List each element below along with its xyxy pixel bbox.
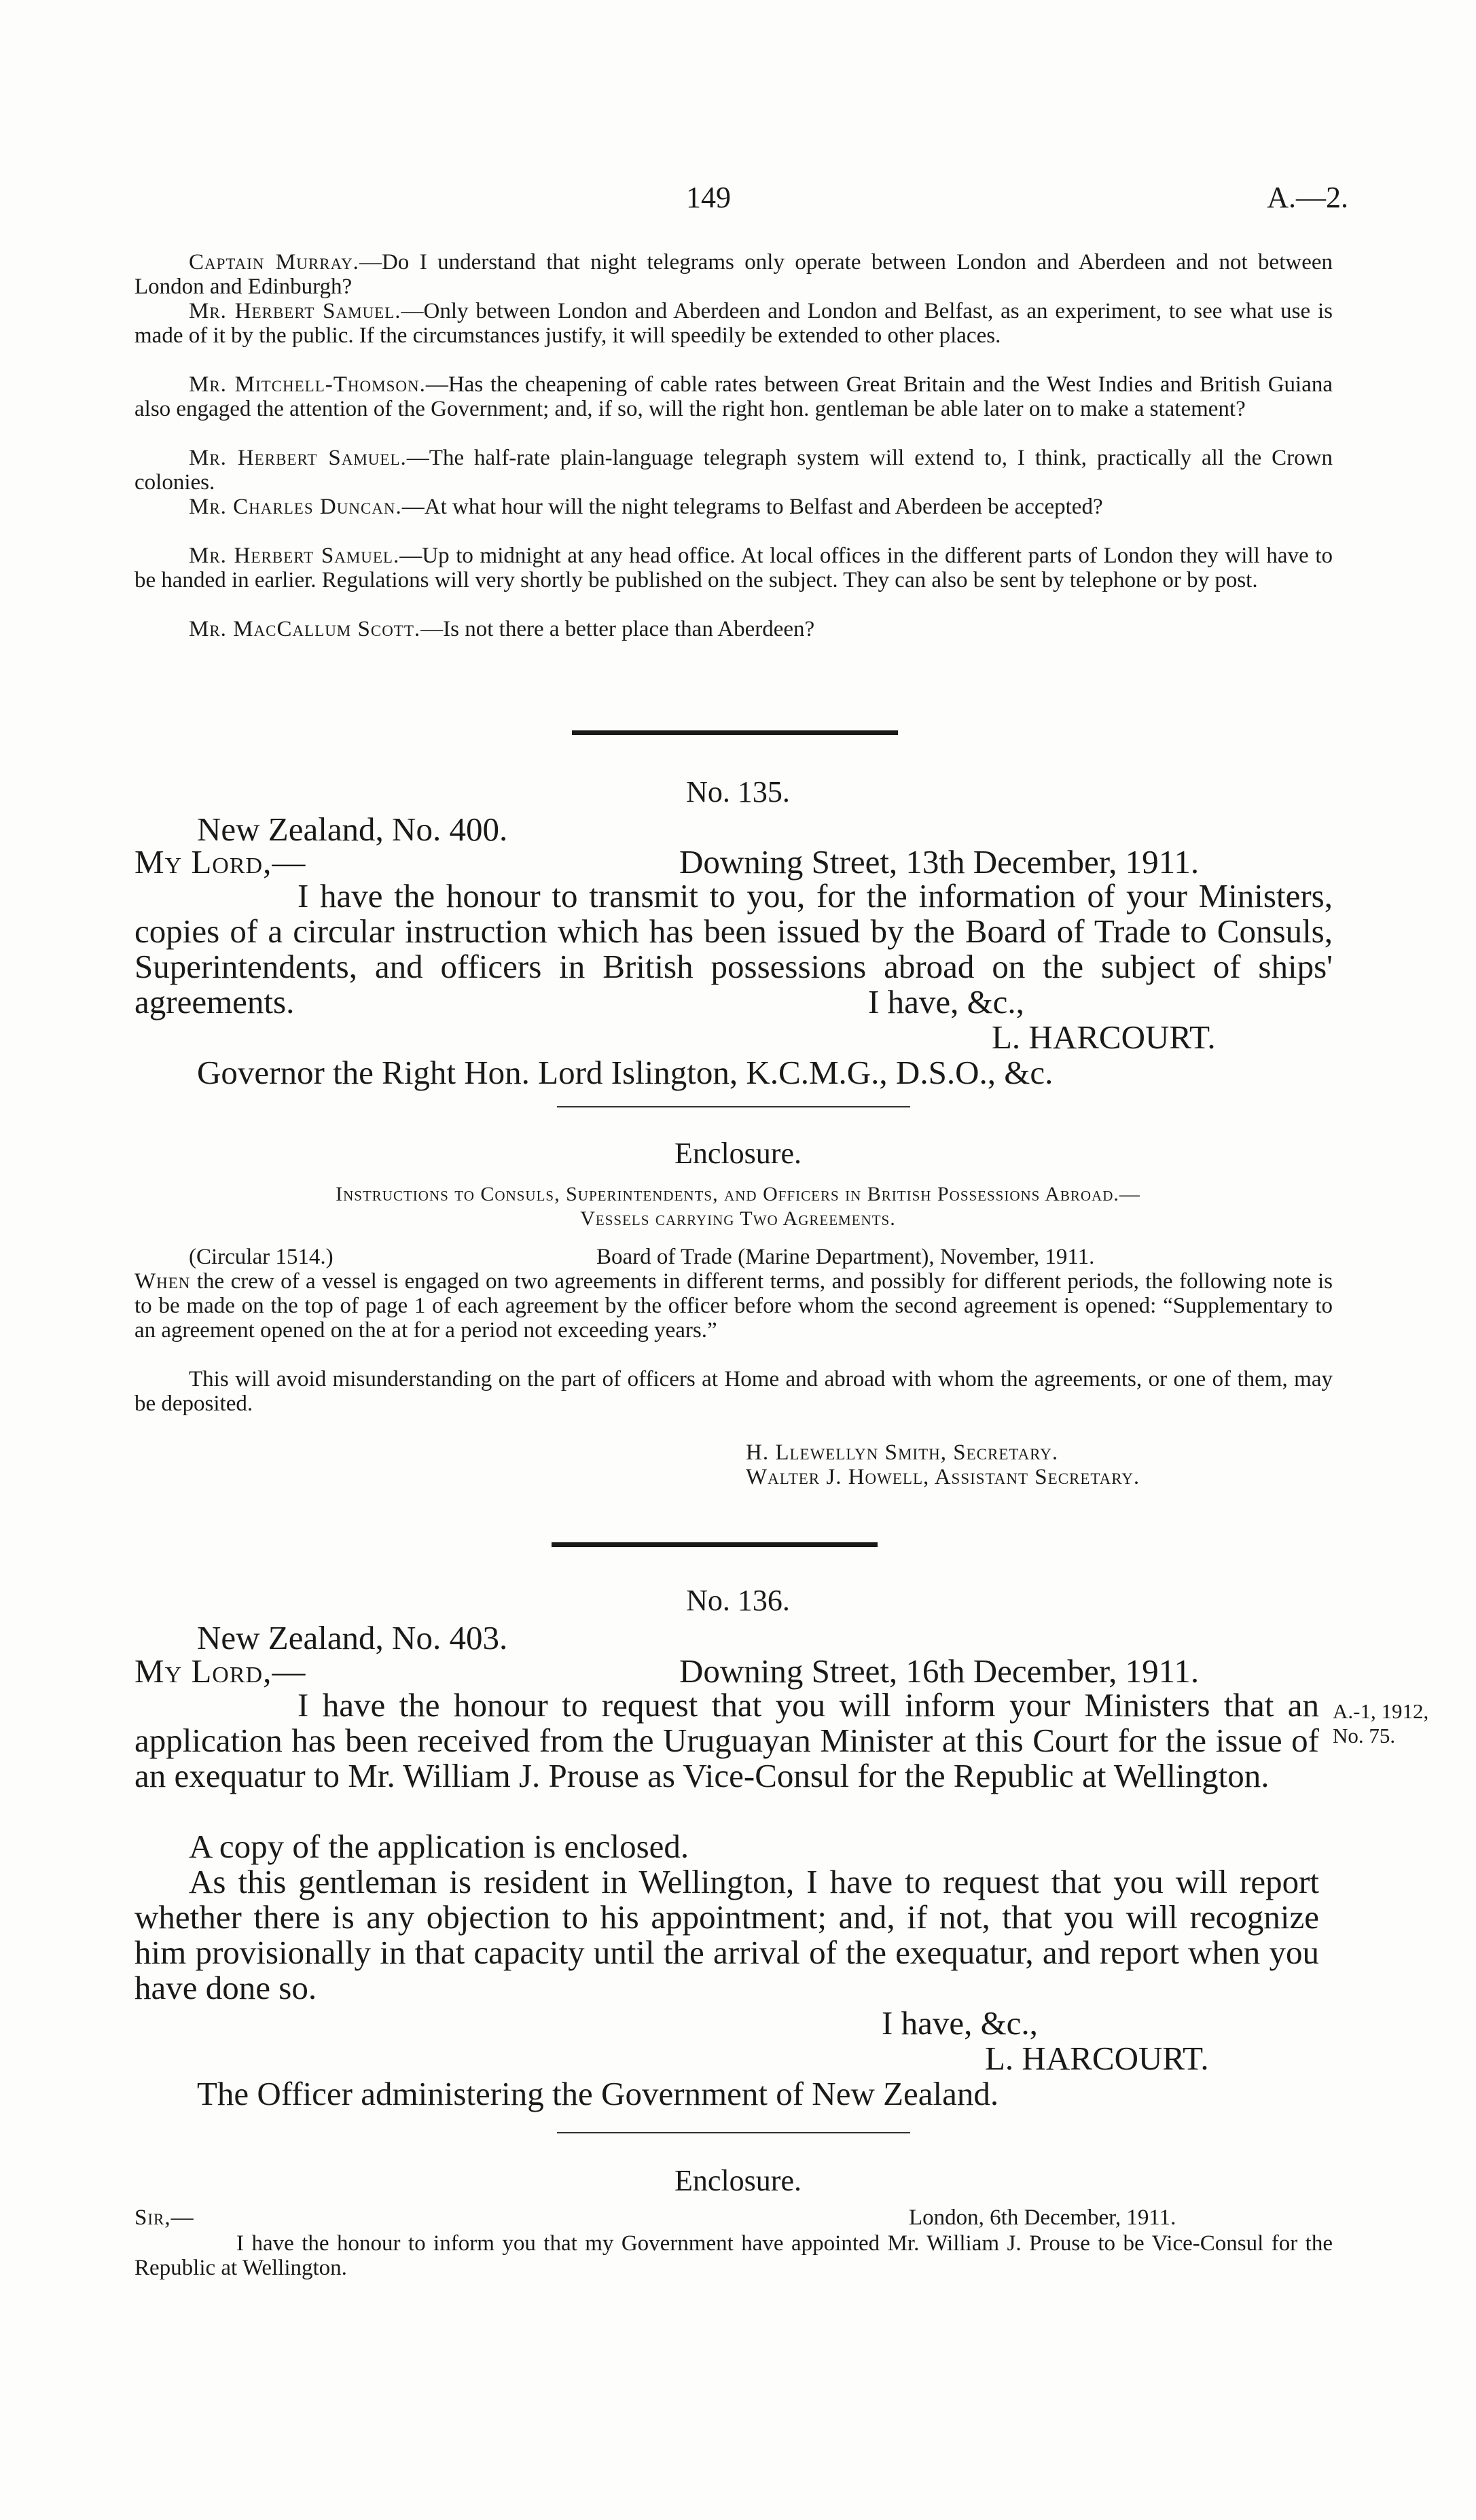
debate-paragraph-2: Mr. Herbert Samuel.—Only between London and Aberdeen and London and Belfast, as an experiment, to see what use is made of it by the public. If the circumstances justify, it will speedily be extended to other places. xyxy=(134,299,1333,348)
enclosure-title: Instructions to Consuls, Superintendents, and Officers in British Possessions Abroad.— xyxy=(336,1183,1140,1205)
document-reference: A.—2. xyxy=(1267,181,1348,214)
dispatch-number: No. 136. xyxy=(686,1584,790,1617)
closing: I have, &c., xyxy=(882,2004,1038,2042)
addressee: Governor the Right Hon. Lord Islington, K.C.M.G., D.S.O., &c. xyxy=(197,1054,1054,1091)
section-divider xyxy=(557,2132,910,2133)
debate-paragraph-3: Mr. Mitchell-Thomson.—Has the cheapening of cable rates between Great Britain and the West Indies and British Guiana also engaged the attention of the Government; and, if so, will the right hon. gentleman be able later on to make a statement? xyxy=(134,372,1333,421)
enclosure-body: When the crew of a vessel is engaged on two agreements in different terms, and possibly for different periods, the following note is to be made on the top of page 1 of each agreement by the officer before whom the second agreement is opened: “Supplementary to an agreement opened on the at for a period not exceeding years.” xyxy=(134,1269,1333,1343)
dispatch-number: No. 135. xyxy=(686,775,790,809)
place-date: Downing Street, 16th December, 1911. xyxy=(679,1652,1200,1690)
signatory: Walter J. Howell, Assistant Secretary. xyxy=(746,1465,1140,1489)
dispatch-reference: New Zealand, No. 400. xyxy=(197,811,508,848)
salutation: My Lord,— xyxy=(134,843,306,881)
signature: L. HARCOURT. xyxy=(985,2040,1209,2077)
section-divider xyxy=(552,1542,878,1547)
enclosure-body: I have the honour to inform you that my Government have appointed Mr. William J. Prouse to be Vice-Consul for the Republic at Wellington. xyxy=(134,2231,1333,2280)
salutation: My Lord,— xyxy=(134,1652,306,1690)
section-divider xyxy=(557,1106,910,1107)
closing: I have, &c., xyxy=(868,983,1024,1021)
speaker: Captain Murray. xyxy=(189,250,359,274)
dispatch-reference: New Zealand, No. 403. xyxy=(197,1619,508,1656)
speaker: Mr. Mitchell-Thomson. xyxy=(189,372,426,397)
dispatch-body: A copy of the application is enclosed. xyxy=(189,1828,689,1865)
place-date: London, 6th December, 1911. xyxy=(909,2205,1176,2230)
addressee: The Officer administering the Government of New Zealand. xyxy=(197,2075,999,2112)
page-number: 149 xyxy=(686,181,731,214)
enclosure-heading: Enclosure. xyxy=(674,2164,802,2197)
debate-paragraph-1: Captain Murray.—Do I understand that night telegrams only operate between London and Aberdeen and not between London and Edinburgh? xyxy=(134,250,1333,299)
debate-paragraph-5: Mr. Charles Duncan.—At what hour will the night telegrams to Belfast and Aberdeen be accepted? xyxy=(189,495,1103,519)
signature: L. HARCOURT. xyxy=(992,1018,1216,1056)
salutation: Sir,— xyxy=(134,2205,194,2230)
section-divider xyxy=(572,730,898,735)
dispatch-body: As this gentleman is resident in Wellington, I have to request that you will report whether there is any objection to his appointment; and, if not, that you will recognize him provisionally in that capacity until the arrival of the exequatur, and report when you have done so. xyxy=(134,1863,1319,2006)
margin-reference: No. 75. xyxy=(1333,1724,1396,1747)
dispatch-body: I have the honour to request that you will inform your Ministers that an application has been received from the Uruguayan Minister at this Court for the issue of an exequatur to Mr. William J. Prouse as Vice-Consul for the Republic at Wellington. xyxy=(134,1686,1319,1794)
speaker: Mr. MacCallum Scott. xyxy=(189,617,421,641)
department-date: Board of Trade (Marine Department), November, 1911. xyxy=(596,1245,1095,1269)
speaker: Mr. Herbert Samuel. xyxy=(189,544,400,568)
debate-paragraph-6: Mr. Herbert Samuel.—Up to midnight at any head office. At local offices in the different parts of London they will have to be handed in earlier. Regulations will very shortly be published on the subject. They can also be sent by telephone or by post. xyxy=(134,544,1333,592)
speaker: Mr. Herbert Samuel. xyxy=(189,446,407,470)
margin-reference: A.-1, 1912, xyxy=(1333,1699,1429,1723)
speaker: Mr. Charles Duncan. xyxy=(189,495,402,519)
enclosure-heading: Enclosure. xyxy=(674,1137,802,1170)
signatory: H. Llewellyn Smith, Secretary. xyxy=(746,1440,1059,1465)
circular-number: (Circular 1514.) xyxy=(189,1245,334,1269)
debate-paragraph-7: Mr. MacCallum Scott.—Is not there a better place than Aberdeen? xyxy=(189,617,815,641)
dispatch-body: I have the honour to transmit to you, for the information of your Ministers, copies of a circular instruction which has been issued by the Board of Trade to Consuls, Superintendents, and officers in British possessions abroad on the subject of ships' agreements. xyxy=(134,877,1333,1021)
enclosure-body: This will avoid misunderstanding on the part of officers at Home and abroad with whom the agreements, or one of them, may be deposited. xyxy=(134,1367,1333,1416)
place-date: Downing Street, 13th December, 1911. xyxy=(679,843,1200,881)
speaker: Mr. Herbert Samuel. xyxy=(189,299,401,323)
enclosure-title: Vessels carrying Two Agreements. xyxy=(580,1207,896,1230)
debate-paragraph-4: Mr. Herbert Samuel.—The half-rate plain-language telegraph system will extend to, I think, practically all the Crown colonies. xyxy=(134,446,1333,495)
